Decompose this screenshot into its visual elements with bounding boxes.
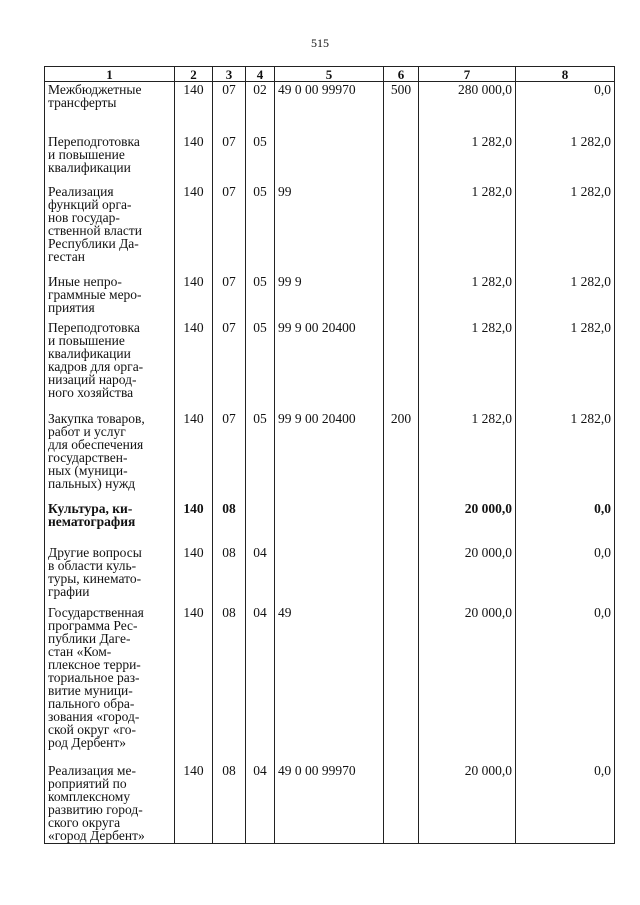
cell-amount-executed: 1 282,0 [516,134,615,184]
table-row [45,411,615,501]
cell-target-article: 99 [275,184,384,274]
cell-amount-executed: 1 282,0 [516,274,615,320]
item-name-line: Переподготовка [48,133,140,149]
cell-grbs: 140 [175,134,213,184]
table-body [45,82,615,844]
cell-expense-type [384,134,419,184]
cell-item-name [45,501,175,545]
cell-amount-approved: 20 000,0 [419,763,516,844]
cell-target-article: 99 9 00 20400 [275,320,384,411]
cell-section: 07 [213,82,246,134]
page-number: 515 [311,36,329,50]
item-name-line: квалификации [48,159,131,175]
item-name-line: публики Даге- [48,630,131,646]
cell-amount-approved: 1 282,0 [419,184,516,274]
item-name-line: программа Рес- [48,617,138,633]
cell-amount-approved: 20 000,0 [419,501,516,545]
item-name-line: витие муници- [48,682,133,698]
cell-subsection: 05 [246,134,275,184]
cell-grbs: 140 [175,545,213,605]
cell-amount-executed: 1 282,0 [516,411,615,501]
item-name-line: Другие вопросы [48,544,142,560]
item-name-line: ской округ «го- [48,721,136,737]
cell-subsection [246,501,275,545]
cell-item-name [45,320,175,411]
item-name-line: низаций народ- [48,371,137,387]
item-name-line: «город Дербент» [48,827,145,843]
table-row [45,763,615,844]
cell-section: 08 [213,501,246,545]
item-name-line: нематография [48,513,136,529]
cell-grbs: 140 [175,82,213,134]
column-header-7: 7 [419,67,516,82]
item-name-line: Закупка товаров, [48,410,145,426]
cell-section: 07 [213,184,246,274]
cell-target-article [275,134,384,184]
cell-amount-executed: 0,0 [516,82,615,134]
item-name-line: туры, кинемато- [48,570,142,586]
table-row [45,134,615,184]
item-name-line: работ и услуг [48,423,126,439]
cell-amount-approved: 1 282,0 [419,134,516,184]
cell-target-article: 49 [275,605,384,763]
cell-target-article: 99 9 00 20400 [275,411,384,501]
item-name-line: развитию город- [48,801,143,817]
item-name-line: Реализация [48,183,114,199]
cell-amount-executed: 1 282,0 [516,320,615,411]
item-name-line: стан «Ком- [48,643,112,659]
item-name-line: Межбюджетные [48,82,142,97]
item-name-line: род Дербент» [48,734,127,750]
table-row [45,184,615,274]
item-name-line: квалификации [48,345,131,361]
column-header-1: 1 [45,67,175,82]
item-name-line: и повышение [48,332,125,348]
cell-amount-approved: 20 000,0 [419,605,516,763]
cell-target-article [275,545,384,605]
item-name-line: ственной власти [48,222,143,238]
item-name-line: ного хозяйства [48,384,134,400]
cell-section: 07 [213,411,246,501]
item-name-line: ториальное раз- [48,669,140,685]
cell-subsection: 02 [246,82,275,134]
cell-grbs: 140 [175,605,213,763]
cell-item-name [45,605,175,763]
cell-target-article: 49 0 00 99970 [275,763,384,844]
cell-subsection: 05 [246,274,275,320]
cell-item-name [45,763,175,844]
table-row [45,605,615,763]
cell-target-article: 99 9 [275,274,384,320]
cell-expense-type [384,320,419,411]
item-name-line: пальных) нужд [48,475,136,491]
cell-expense-type: 200 [384,411,419,501]
column-header-2: 2 [175,67,213,82]
item-name-line: для обеспечения [48,436,144,452]
cell-subsection: 04 [246,763,275,844]
item-name-line: приятия [48,299,95,315]
cell-grbs: 140 [175,320,213,411]
item-name-line: пального обра- [48,695,135,711]
cell-item-name [45,411,175,501]
column-header-5: 5 [275,67,384,82]
cell-amount-executed: 0,0 [516,763,615,844]
cell-target-article: 49 0 00 99970 [275,82,384,134]
item-name-line: Государственная [48,604,144,620]
cell-item-name [45,134,175,184]
table-row [45,82,615,134]
cell-item-name [45,274,175,320]
column-header-3: 3 [213,67,246,82]
item-name-line: Переподготовка [48,319,140,335]
item-name-line: государствен- [48,449,128,465]
cell-section: 07 [213,320,246,411]
item-name-line: граммные меро- [48,286,142,302]
table-row [45,274,615,320]
cell-amount-executed: 0,0 [516,501,615,545]
item-name-line: роприятий по [48,775,127,791]
cell-subsection: 04 [246,545,275,605]
item-name-line: в области куль- [48,557,137,573]
cell-grbs: 140 [175,274,213,320]
cell-item-name [45,184,175,274]
item-name-line: плексное терри- [48,656,141,672]
item-name-line: и повышение [48,146,125,162]
item-name-line: графии [48,583,90,599]
table-row [45,545,615,605]
item-name-line: Республики Да- [48,235,139,251]
item-name-line: функций орга- [48,196,132,212]
item-name-line: комплексному [48,788,131,804]
cell-subsection: 05 [246,320,275,411]
cell-expense-type [384,274,419,320]
cell-section: 08 [213,605,246,763]
cell-section: 07 [213,274,246,320]
item-name-line: Культура, ки- [48,500,133,516]
item-name-line: кадров для орга- [48,358,144,374]
cell-grbs: 140 [175,411,213,501]
cell-section: 08 [213,763,246,844]
column-header-8: 8 [516,67,615,82]
table-row [45,501,615,545]
item-name-line: Иные непро- [48,273,122,289]
item-name-line: гестан [48,248,85,264]
cell-expense-type [384,545,419,605]
item-name-line: трансферты [48,95,117,110]
cell-grbs: 140 [175,763,213,844]
cell-subsection: 04 [246,605,275,763]
cell-grbs: 140 [175,184,213,274]
column-header-4: 4 [246,67,275,82]
cell-amount-approved: 1 282,0 [419,411,516,501]
cell-expense-type [384,501,419,545]
table-row [45,320,615,411]
cell-amount-executed: 0,0 [516,605,615,763]
table-header-row [45,67,615,82]
cell-amount-approved: 280 000,0 [419,82,516,134]
cell-subsection: 05 [246,411,275,501]
cell-expense-type [384,184,419,274]
column-header-6: 6 [384,67,419,82]
cell-amount-executed: 1 282,0 [516,184,615,274]
cell-grbs: 140 [175,501,213,545]
item-name-line: Реализация ме- [48,762,136,778]
cell-amount-approved: 20 000,0 [419,545,516,605]
cell-item-name [45,545,175,605]
cell-subsection: 05 [246,184,275,274]
item-name-line: ных (муници- [48,462,128,478]
cell-expense-type: 500 [384,82,419,134]
cell-item-name [45,82,175,134]
budget-table [44,66,615,844]
cell-amount-approved: 1 282,0 [419,320,516,411]
item-name-line: нов государ- [48,209,120,225]
cell-amount-executed: 0,0 [516,545,615,605]
cell-expense-type [384,605,419,763]
cell-section: 07 [213,134,246,184]
cell-amount-approved: 1 282,0 [419,274,516,320]
item-name-line: зования «город- [48,708,140,724]
cell-expense-type [384,763,419,844]
cell-section: 08 [213,545,246,605]
item-name-line: ского округа [48,814,121,830]
cell-target-article [275,501,384,545]
